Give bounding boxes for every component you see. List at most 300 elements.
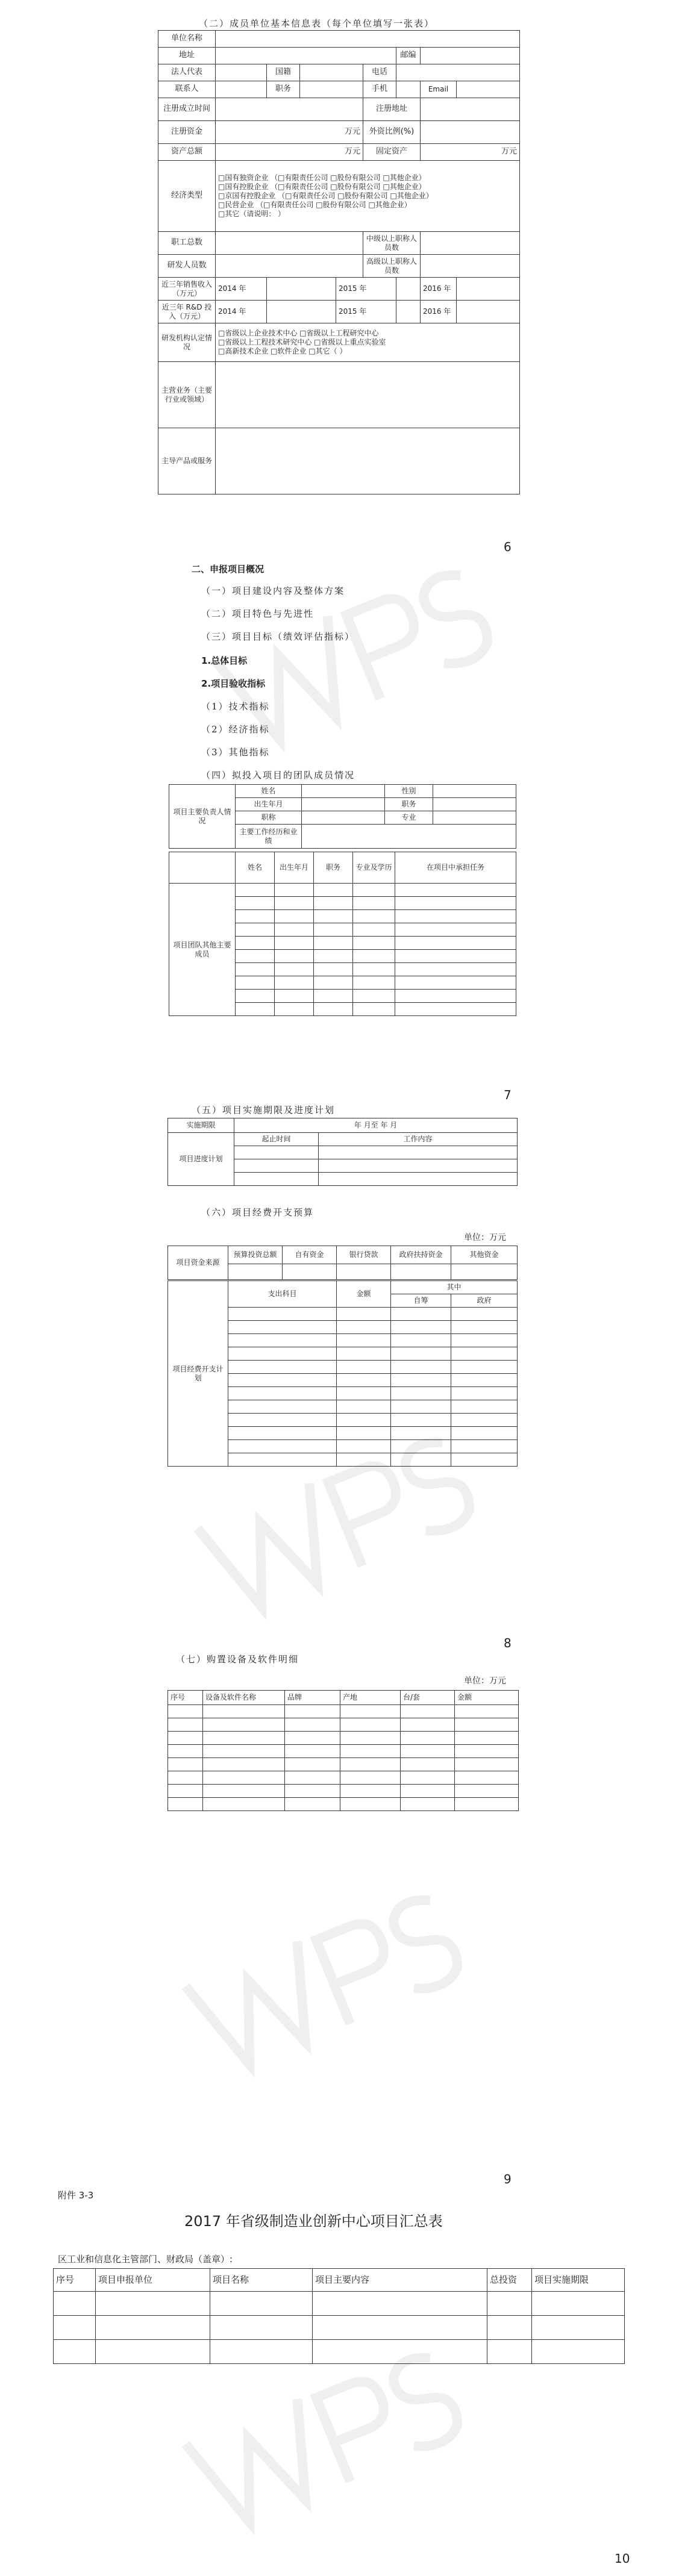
summary-title: 2017 年省级制造业创新中心项目汇总表 bbox=[184, 2213, 443, 2230]
table-cell[interactable] bbox=[228, 1308, 337, 1321]
table-cell[interactable] bbox=[314, 937, 353, 950]
table-cell[interactable] bbox=[283, 1264, 337, 1280]
table-cell[interactable] bbox=[203, 1732, 285, 1745]
sales-2016-value[interactable] bbox=[457, 278, 520, 301]
major-label: 专业 bbox=[385, 811, 433, 825]
team-members-table bbox=[169, 852, 516, 1016]
schedule-title: （五）项目实施期限及进度计划 bbox=[192, 1105, 336, 1115]
table-cell[interactable] bbox=[391, 1308, 451, 1321]
econ-option-line[interactable]: □民营企业 （□有限责任公司 □股份有限公司 □其他企业） bbox=[218, 201, 412, 209]
reg-time-value[interactable] bbox=[216, 98, 363, 121]
title-label: 职称 bbox=[236, 811, 302, 825]
table-cell[interactable] bbox=[455, 1732, 519, 1745]
unit-label: 单位：万元 bbox=[464, 1676, 506, 1686]
government-label: 政府 bbox=[451, 1294, 518, 1308]
table-cell[interactable] bbox=[353, 910, 395, 923]
table-cell[interactable] bbox=[228, 1264, 283, 1280]
table-cell[interactable] bbox=[236, 1003, 275, 1016]
position-label: 职务 bbox=[267, 81, 300, 98]
table-cell[interactable] bbox=[203, 1771, 285, 1785]
postcode-label: 邮编 bbox=[396, 48, 421, 64]
table-cell[interactable] bbox=[314, 910, 353, 923]
table-cell[interactable] bbox=[54, 2340, 96, 2364]
nationality-value[interactable] bbox=[300, 64, 363, 81]
table-cell[interactable] bbox=[340, 1771, 401, 1785]
period-label: 实施期限 bbox=[168, 1118, 234, 1133]
table-cell[interactable] bbox=[487, 2340, 532, 2364]
table-cell[interactable] bbox=[236, 897, 275, 910]
table-cell[interactable] bbox=[168, 1732, 203, 1745]
table-cell[interactable] bbox=[353, 976, 395, 990]
indicator-item: （1）技术指标 bbox=[201, 701, 270, 712]
goal-heading: 1.总体目标 bbox=[201, 655, 248, 666]
table-cell[interactable] bbox=[203, 1705, 285, 1718]
table-cell[interactable] bbox=[395, 950, 516, 963]
table-cell[interactable] bbox=[391, 1264, 451, 1280]
table-cell[interactable] bbox=[391, 1400, 451, 1414]
table-cell[interactable] bbox=[319, 1146, 518, 1159]
table-cell[interactable] bbox=[340, 1705, 401, 1718]
table-cell[interactable] bbox=[314, 963, 353, 976]
sales-2016: 2016 年 bbox=[421, 278, 457, 301]
equipment-title: （七）购置设备及软件明细 bbox=[176, 1654, 299, 1665]
rd-2016-value[interactable] bbox=[457, 301, 520, 323]
table-cell[interactable] bbox=[236, 884, 275, 897]
econ-option-line[interactable]: □国有独资企业 （□有限责任公司 □股份有限公司 □其他企业） bbox=[218, 173, 426, 182]
rd-staff-value[interactable] bbox=[216, 255, 363, 278]
expense-plan-label: 项目经费开支计划 bbox=[168, 1281, 228, 1467]
wps-watermark-icon bbox=[169, 1879, 482, 2078]
table-cell[interactable] bbox=[96, 2340, 210, 2364]
table-cell[interactable] bbox=[168, 1718, 203, 1732]
expense-plan-table bbox=[167, 1280, 518, 1467]
rd-2014-value[interactable] bbox=[267, 301, 336, 323]
contact-value[interactable] bbox=[216, 81, 267, 98]
fixed-assets-label: 固定资产 bbox=[363, 144, 421, 161]
table-cell[interactable] bbox=[455, 1771, 519, 1785]
table-cell[interactable] bbox=[275, 923, 314, 937]
table-cell[interactable] bbox=[203, 1785, 285, 1798]
schedule-table bbox=[167, 1118, 518, 1186]
table-cell[interactable] bbox=[401, 1705, 455, 1718]
table-cell[interactable] bbox=[455, 1798, 519, 1811]
table-cell[interactable] bbox=[340, 1798, 401, 1811]
table-cell[interactable] bbox=[451, 1321, 518, 1334]
econ-option-line[interactable]: □其它（请说明： ） bbox=[218, 210, 286, 218]
table-cell[interactable] bbox=[314, 976, 353, 990]
table-cell[interactable] bbox=[401, 1732, 455, 1745]
table-cell[interactable] bbox=[532, 2316, 625, 2340]
email-label: Email bbox=[421, 81, 457, 98]
table-cell[interactable] bbox=[54, 2292, 96, 2316]
table-cell[interactable] bbox=[337, 1440, 391, 1453]
table-cell[interactable] bbox=[228, 1321, 337, 1334]
table-cell[interactable] bbox=[395, 923, 516, 937]
table-cell[interactable] bbox=[353, 884, 395, 897]
table-cell[interactable] bbox=[228, 1334, 337, 1347]
budget-source-table bbox=[167, 1246, 518, 1280]
table-cell[interactable] bbox=[391, 1414, 451, 1427]
address-label: 地址 bbox=[158, 48, 216, 64]
table-cell[interactable] bbox=[340, 1718, 401, 1732]
mid-title-value[interactable] bbox=[421, 232, 520, 255]
goal-heading: 2.项目验收指标 bbox=[201, 678, 266, 689]
sales-2015: 2015 年 bbox=[336, 278, 396, 301]
table-cell[interactable] bbox=[451, 1308, 518, 1321]
table-cell[interactable] bbox=[353, 990, 395, 1003]
table-cell[interactable] bbox=[228, 1453, 337, 1467]
page-number: 9 bbox=[504, 2172, 512, 2186]
legal-rep-value[interactable] bbox=[216, 64, 267, 81]
table-cell[interactable] bbox=[236, 950, 275, 963]
table-cell[interactable] bbox=[285, 1758, 340, 1771]
table-cell[interactable] bbox=[532, 2292, 625, 2316]
start-end-label: 起止时间 bbox=[234, 1133, 319, 1146]
table-cell[interactable] bbox=[236, 937, 275, 950]
econ-type-options[interactable] bbox=[216, 161, 520, 232]
table-cell[interactable] bbox=[451, 1374, 518, 1387]
rd-cert-options[interactable] bbox=[216, 323, 520, 362]
table-cell[interactable] bbox=[319, 1173, 518, 1186]
table-cell[interactable] bbox=[337, 1453, 391, 1467]
econ-option-line[interactable]: □京国有控股企业 （□有限责任公司 □股份有限公司 □其他企业） bbox=[218, 192, 433, 200]
table-cell[interactable] bbox=[168, 1758, 203, 1771]
table-cell[interactable] bbox=[487, 2316, 532, 2340]
table-cell[interactable] bbox=[337, 1361, 391, 1374]
table-cell[interactable] bbox=[401, 1785, 455, 1798]
table-cell[interactable] bbox=[391, 1387, 451, 1400]
table-cell[interactable] bbox=[314, 923, 353, 937]
leader-label: 项目主要负责人情况 bbox=[169, 785, 236, 849]
members-label: 项目团队其他主要成员 bbox=[169, 884, 236, 1016]
nationality-label: 国籍 bbox=[267, 64, 300, 81]
table-cell[interactable] bbox=[54, 2316, 96, 2340]
table-cell[interactable] bbox=[314, 1003, 353, 1016]
gender-value[interactable] bbox=[433, 785, 516, 798]
table-cell[interactable] bbox=[313, 2316, 487, 2340]
table-cell[interactable] bbox=[487, 2292, 532, 2316]
rd-cert-label: 研发机构认定情况 bbox=[158, 323, 216, 362]
table-cell[interactable] bbox=[314, 950, 353, 963]
col-birth: 出生年月 bbox=[275, 852, 314, 884]
col-quantity: 台/套 bbox=[401, 1691, 455, 1705]
table-cell[interactable] bbox=[451, 1414, 518, 1427]
table-cell[interactable] bbox=[275, 897, 314, 910]
table-cell[interactable] bbox=[395, 884, 516, 897]
table-cell[interactable] bbox=[337, 1400, 391, 1414]
table-cell[interactable] bbox=[451, 1264, 518, 1280]
econ-type-label: 经济类型 bbox=[158, 161, 216, 232]
table-cell[interactable] bbox=[455, 1705, 519, 1718]
table-cell[interactable] bbox=[451, 1400, 518, 1414]
table-cell[interactable] bbox=[275, 1003, 314, 1016]
table-cell[interactable] bbox=[337, 1374, 391, 1387]
address-value[interactable] bbox=[216, 48, 396, 64]
project-overview-heading: 二、申报项目概况 bbox=[192, 564, 264, 575]
rd-3y-label: 近三年 R&D 投入（万元） bbox=[158, 301, 216, 323]
table-cell[interactable] bbox=[168, 1745, 203, 1758]
table-cell[interactable] bbox=[395, 1003, 516, 1016]
table-cell[interactable] bbox=[455, 1718, 519, 1732]
table-cell[interactable] bbox=[168, 1771, 203, 1785]
table-cell[interactable] bbox=[337, 1321, 391, 1334]
table-cell[interactable] bbox=[395, 910, 516, 923]
table-cell[interactable] bbox=[391, 1453, 451, 1467]
table-cell[interactable] bbox=[285, 1798, 340, 1811]
table-cell[interactable] bbox=[96, 2292, 210, 2316]
table-cell[interactable] bbox=[228, 1374, 337, 1387]
table-cell[interactable] bbox=[455, 1758, 519, 1771]
table-cell[interactable] bbox=[228, 1387, 337, 1400]
reg-address-label: 注册地址 bbox=[363, 98, 421, 121]
reg-address-value[interactable] bbox=[421, 98, 520, 121]
attachment-label: 附件 3-3 bbox=[58, 2190, 94, 2201]
table-cell[interactable] bbox=[210, 2340, 313, 2364]
period-value[interactable]: 年 月至 年 月 bbox=[234, 1118, 518, 1133]
table-cell[interactable] bbox=[210, 2316, 313, 2340]
table-cell[interactable] bbox=[395, 976, 516, 990]
email-value[interactable] bbox=[457, 81, 520, 98]
indicator-item: （2）经济指标 bbox=[201, 724, 270, 735]
legal-rep-label: 法人代表 bbox=[158, 64, 216, 81]
table-cell[interactable] bbox=[401, 1798, 455, 1811]
table-cell[interactable] bbox=[275, 910, 314, 923]
major-value[interactable] bbox=[433, 811, 516, 825]
sales-2014-value[interactable] bbox=[267, 278, 336, 301]
table-cell[interactable] bbox=[228, 1414, 337, 1427]
table-cell[interactable] bbox=[319, 1159, 518, 1173]
position-value[interactable] bbox=[300, 81, 363, 98]
self-raised-label: 自筹 bbox=[391, 1294, 451, 1308]
indicator-item: （3）其他指标 bbox=[201, 747, 270, 758]
col-amount: 金额 bbox=[455, 1691, 519, 1705]
table-cell[interactable] bbox=[228, 1427, 337, 1440]
unit-label: 单位：万元 bbox=[464, 1233, 506, 1243]
table-cell[interactable] bbox=[451, 1453, 518, 1467]
table-cell[interactable] bbox=[451, 1361, 518, 1374]
table-cell[interactable] bbox=[353, 963, 395, 976]
col-project-name: 项目名称 bbox=[210, 2269, 313, 2292]
table-cell[interactable] bbox=[451, 1334, 518, 1347]
table-cell[interactable] bbox=[285, 1732, 340, 1745]
table-cell[interactable] bbox=[451, 1427, 518, 1440]
of-which-label: 其中 bbox=[391, 1281, 518, 1294]
title-value[interactable] bbox=[302, 811, 385, 825]
sales-2015-value[interactable] bbox=[396, 278, 421, 301]
foreign-ratio-label: 外资比例(%) bbox=[363, 121, 421, 144]
table-cell[interactable] bbox=[532, 2340, 625, 2364]
table-cell[interactable] bbox=[353, 897, 395, 910]
table-cell[interactable] bbox=[228, 1361, 337, 1374]
budget-subsidy-label: 预算投资总额 bbox=[228, 1246, 283, 1264]
senior-title-label: 高级以上职称人员数 bbox=[363, 255, 421, 278]
table-cell[interactable] bbox=[285, 1718, 340, 1732]
table-cell[interactable] bbox=[401, 1745, 455, 1758]
table-cell[interactable] bbox=[236, 963, 275, 976]
wps-watermark-icon bbox=[169, 2337, 482, 2536]
team-title: （四）拟投入项目的团队成员情况 bbox=[201, 770, 355, 781]
table-cell[interactable] bbox=[340, 1758, 401, 1771]
table-cell[interactable] bbox=[337, 1347, 391, 1361]
table-cell[interactable] bbox=[314, 990, 353, 1003]
mobile-value[interactable] bbox=[396, 81, 421, 98]
postcode-value[interactable] bbox=[421, 48, 520, 64]
table-cell[interactable] bbox=[451, 1347, 518, 1361]
table-cell[interactable] bbox=[203, 1798, 285, 1811]
mid-title-label: 中级以上职称人员数 bbox=[363, 232, 421, 255]
table-cell[interactable] bbox=[314, 897, 353, 910]
table-cell[interactable] bbox=[340, 1745, 401, 1758]
overview-item: （三）项目目标（绩效评估指标） bbox=[201, 631, 355, 642]
table-cell[interactable] bbox=[314, 884, 353, 897]
page-number: 8 bbox=[504, 1636, 512, 1650]
overview-item: （一）项目建设内容及整体方案 bbox=[201, 585, 345, 596]
table-cell[interactable] bbox=[337, 1308, 391, 1321]
table-cell[interactable] bbox=[168, 1705, 203, 1718]
position-label: 职务 bbox=[385, 798, 433, 811]
foreign-ratio-value[interactable] bbox=[421, 121, 520, 144]
table-cell[interactable] bbox=[275, 963, 314, 976]
col-applicant: 项目申报单位 bbox=[96, 2269, 210, 2292]
reg-time-label: 注册成立时间 bbox=[158, 98, 216, 121]
phone-value[interactable] bbox=[396, 64, 520, 81]
table-cell[interactable] bbox=[228, 1400, 337, 1414]
table-cell[interactable] bbox=[285, 1771, 340, 1785]
table-cell[interactable] bbox=[285, 1705, 340, 1718]
col-content: 项目主要内容 bbox=[313, 2269, 487, 2292]
member-info-table bbox=[158, 30, 520, 494]
senior-title-value[interactable] bbox=[421, 255, 520, 278]
table-cell[interactable] bbox=[353, 923, 395, 937]
table-cell[interactable] bbox=[236, 976, 275, 990]
total-assets-label: 资产总额 bbox=[158, 144, 216, 161]
table-cell[interactable] bbox=[395, 897, 516, 910]
table-cell[interactable] bbox=[236, 923, 275, 937]
table-cell[interactable] bbox=[391, 1347, 451, 1361]
main-products-value[interactable] bbox=[216, 428, 520, 494]
col-seq: 序号 bbox=[168, 1691, 203, 1705]
table-cell[interactable] bbox=[451, 1387, 518, 1400]
table-cell[interactable] bbox=[228, 1440, 337, 1453]
table-cell[interactable] bbox=[391, 1334, 451, 1347]
rd-cert-line[interactable]: □省级以上工程技术研究中心 □省级以上重点实验室 bbox=[218, 338, 386, 346]
birth-label: 出生年月 bbox=[236, 798, 302, 811]
table-cell[interactable] bbox=[395, 937, 516, 950]
table-cell[interactable] bbox=[275, 884, 314, 897]
table-cell[interactable] bbox=[337, 1334, 391, 1347]
table-cell[interactable] bbox=[275, 976, 314, 990]
table-cell[interactable] bbox=[234, 1146, 319, 1159]
name-value[interactable] bbox=[302, 785, 385, 798]
col-equip-name: 设备及软件名称 bbox=[203, 1691, 285, 1705]
table-cell[interactable] bbox=[401, 1758, 455, 1771]
table-cell[interactable] bbox=[236, 910, 275, 923]
rd-2015-value[interactable] bbox=[396, 301, 421, 323]
table-cell[interactable] bbox=[391, 1374, 451, 1387]
table-cell[interactable] bbox=[168, 1798, 203, 1811]
econ-option-line[interactable]: □国有控股企业 （□有限责任公司 □股份有限公司 □其他企业） bbox=[218, 182, 426, 191]
birth-value[interactable] bbox=[302, 798, 385, 811]
table-cell[interactable] bbox=[337, 1427, 391, 1440]
table-cell[interactable] bbox=[210, 2292, 313, 2316]
table-cell[interactable] bbox=[337, 1387, 391, 1400]
table-cell[interactable] bbox=[401, 1771, 455, 1785]
table-cell[interactable] bbox=[353, 950, 395, 963]
table-cell[interactable] bbox=[455, 1785, 519, 1798]
reg-capital-label: 注册资金 bbox=[158, 121, 216, 144]
experience-label: 主要工作经历和业绩 bbox=[236, 825, 302, 849]
position-value[interactable] bbox=[433, 798, 516, 811]
table-cell[interactable] bbox=[313, 2340, 487, 2364]
table-cell[interactable] bbox=[236, 990, 275, 1003]
table-cell[interactable] bbox=[228, 1347, 337, 1361]
table-cell[interactable] bbox=[275, 937, 314, 950]
main-business-value[interactable] bbox=[216, 362, 520, 428]
progress-label: 项目进度计划 bbox=[168, 1133, 234, 1186]
sales-3y-label: 近三年销售收入（万元） bbox=[158, 278, 216, 301]
rd-cert-line[interactable]: □省级以上企业技术中心 □省级以上工程研究中心 bbox=[218, 329, 379, 337]
table-cell[interactable] bbox=[391, 1321, 451, 1334]
table-cell[interactable] bbox=[455, 1745, 519, 1758]
table-cell[interactable] bbox=[96, 2316, 210, 2340]
col-seq: 序号 bbox=[54, 2269, 96, 2292]
table-cell[interactable] bbox=[451, 1440, 518, 1453]
employees-value[interactable] bbox=[216, 232, 363, 255]
table-cell[interactable] bbox=[285, 1745, 340, 1758]
team-leader-table bbox=[169, 784, 516, 849]
table-cell[interactable] bbox=[395, 963, 516, 976]
employees-label: 职工总数 bbox=[158, 232, 216, 255]
table-cell[interactable] bbox=[337, 1264, 391, 1280]
table-cell[interactable] bbox=[234, 1159, 319, 1173]
amount-label: 金额 bbox=[337, 1281, 391, 1308]
table-cell[interactable] bbox=[391, 1440, 451, 1453]
bank-loan-label: 银行贷款 bbox=[337, 1246, 391, 1264]
table-cell[interactable] bbox=[275, 950, 314, 963]
experience-value[interactable] bbox=[302, 825, 516, 849]
equipment-table bbox=[167, 1690, 519, 1811]
table-cell[interactable] bbox=[337, 1414, 391, 1427]
summary-table bbox=[53, 2268, 625, 2364]
table-cell[interactable] bbox=[203, 1718, 285, 1732]
funding-source-label: 项目资金来源 bbox=[168, 1246, 228, 1280]
table-cell[interactable] bbox=[353, 937, 395, 950]
table-cell[interactable] bbox=[285, 1785, 340, 1798]
table-cell[interactable] bbox=[203, 1758, 285, 1771]
summary-subtitle: 区工业和信息化主管部门、财政局（盖章）: bbox=[58, 2254, 233, 2265]
table-cell[interactable] bbox=[313, 2292, 487, 2316]
page-number: 6 bbox=[504, 540, 512, 554]
table-cell[interactable] bbox=[340, 1732, 401, 1745]
table-cell[interactable] bbox=[391, 1427, 451, 1440]
rd-cert-line[interactable]: □高新技术企业 □软件企业 □其它（ ） bbox=[218, 347, 347, 355]
col-origin: 产地 bbox=[340, 1691, 401, 1705]
table-cell[interactable] bbox=[391, 1361, 451, 1374]
table-cell[interactable] bbox=[340, 1785, 401, 1798]
budget-title: （六）项目经费开支预算 bbox=[201, 1207, 315, 1218]
table-cell[interactable] bbox=[401, 1718, 455, 1732]
table-cell[interactable] bbox=[168, 1785, 203, 1798]
main-products-label: 主导产品或服务 bbox=[158, 428, 216, 494]
unit-name-value[interactable] bbox=[216, 31, 520, 48]
mobile-label: 手机 bbox=[363, 81, 396, 98]
rd-2014: 2014 年 bbox=[216, 301, 267, 323]
table-cell[interactable] bbox=[234, 1173, 319, 1186]
table-cell[interactable] bbox=[275, 990, 314, 1003]
table-cell[interactable] bbox=[353, 1003, 395, 1016]
table-cell[interactable] bbox=[395, 990, 516, 1003]
table-cell[interactable] bbox=[203, 1745, 285, 1758]
